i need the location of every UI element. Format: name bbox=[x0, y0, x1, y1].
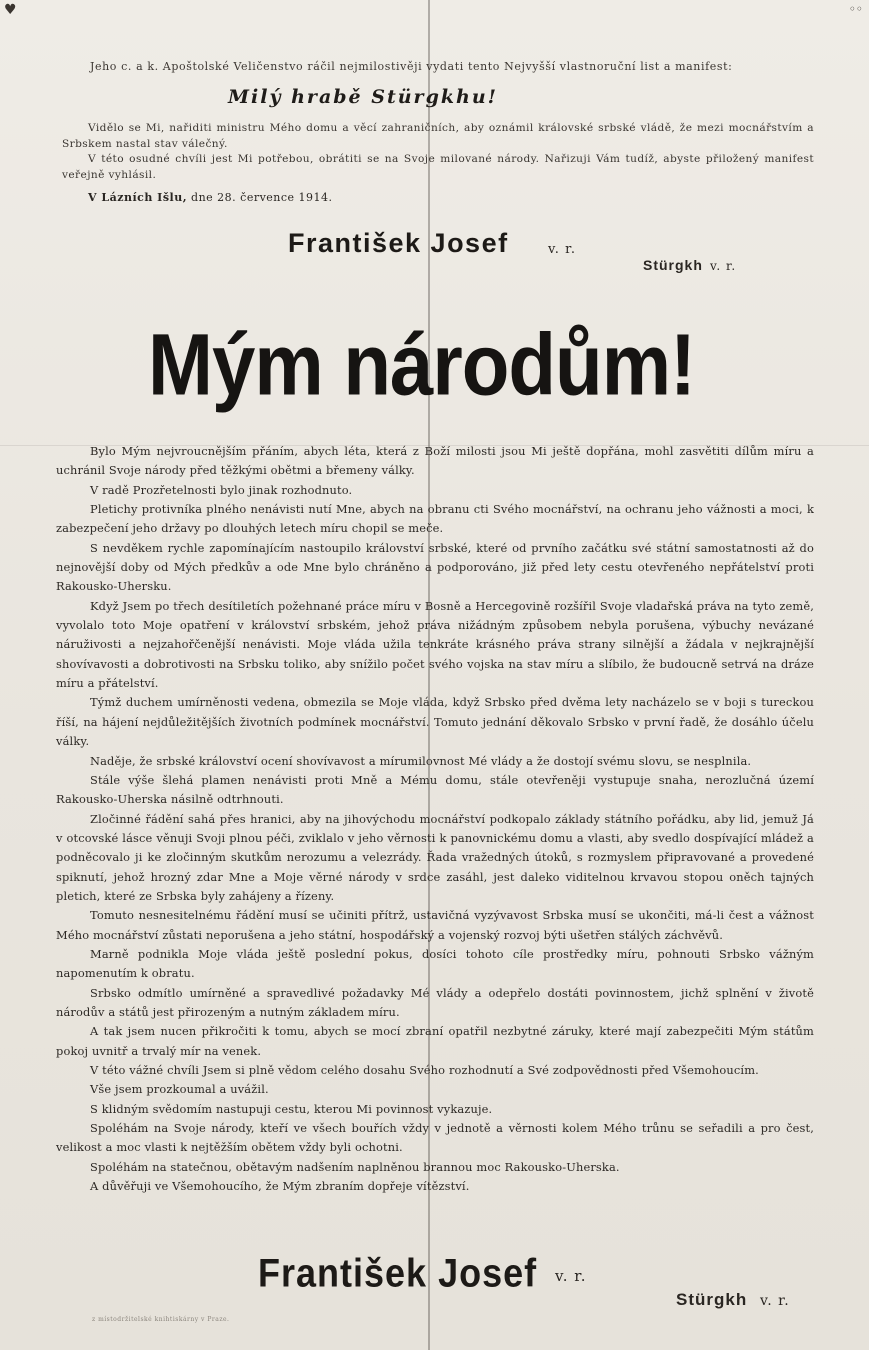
manifesto-paragraph: Vše jsem prozkoumal a uvážil. bbox=[90, 1082, 269, 1097]
manifesto-paragraph: Naděje, že srbské království ocení shovívavost a mírumilovnost Mé vlády a že dostojí svému slovu, se nesplnila. bbox=[90, 753, 752, 768]
manifesto-paragraph: Srbsko odmítlo umírněné a spravedlivé požadavky Mé vlády a odepřelo dostáti povinnostem, jichž splnění v životě národův a států jest přirozeným a nutným základem míru. bbox=[56, 985, 814, 1019]
manifesto-paragraph: Týmž duchem umírněnosti vedena, obmezila se Moje vláda, když Srbsko před dvěma lety nacházelo se v boji s tureckou říší, na hájení nejdůležitějších životních podmínek mocnářství. Tomuto jednání děkovalo Srbsko v první řadě, že dosáhlo účelu války. bbox=[56, 695, 814, 749]
countersignature-bottom: Stürgkh bbox=[676, 1290, 748, 1309]
countersignature-vr-top: v. r. bbox=[710, 259, 737, 273]
place-date bbox=[88, 191, 333, 204]
manifesto-paragraph: Pletichy protivníka plného nenávisti nutí Mne, abych na obranu cti Svého mocnářství, na ochranu jeho vážnosti a moci, k zabezpečení jeho državy po dlouhých letech míru chopil se meče. bbox=[56, 502, 814, 536]
manifesto-paragraph: V této vážné chvíli Jsem si plně vědom celého dosahu Svého rozhodnutí a Své zodpovědnosti před Všemohoucím. bbox=[90, 1063, 759, 1077]
manifesto-paragraph: Marně podnikla Moje vláda ještě poslední pokus, dosíci tohoto cíle prostředky míru, pohnouti Srbsko vážným napomenutím k obratu. bbox=[56, 946, 814, 981]
place-date-location: V Lázních Išlu, bbox=[88, 191, 188, 204]
manifesto-paragraph: Zločinné řádění sahá přes hranici, aby na jihovýchodu mocnářství podkopalo základy státního pořádku, aby lid, jemuž Já v otcovské lásce věnuji Svoji plnou péči, zviklalo v jeho věrnosti k panovnickému domu a vlasti, aby svedlo dospívající mládež a podněcovalo ji ke zločinným skutkům nerozumu a velezrády. Řada vražedných útoků, s rozmyslem připravované a provedené spiknutí, jehož hrozný zdar Mne a Moje věrné národy v srdce zasáhl, jest daleko viditelnou krvavou stopou oněch tajných pletich, které ze Srbska byly zahájeny a řízeny. bbox=[56, 811, 814, 903]
manifesto-paragraph: A důvěřuji ve Všemohoucího, že Mým zbraním dopřeje vítězství. bbox=[90, 1179, 470, 1194]
corner-pin-icon: ◦◦ bbox=[848, 2, 863, 16]
signature-vr-top: v. r. bbox=[548, 242, 576, 257]
manifesto-paragraph: Bylo Mým nejvroucnějším přáním, abych léta, která z Boží milosti jsou Mi ještě dopřána, mohl zasvětiti dílům míru a uchránil Svoje národy před těžkými obětmi a břemeny války. bbox=[56, 444, 814, 478]
signature-vr-bottom: v. r. bbox=[555, 1267, 587, 1285]
manifesto-paragraph: V radě Prozřetelnosti bylo jinak rozhodnuto. bbox=[90, 482, 353, 497]
letter-paragraph: Vidělo se Mi, nařiditi ministru Mého domu a věcí zahraničních, aby oznámil královské srbské vládě, že mezi mocnářstvím a Srbskem nastal stav válečný. bbox=[62, 122, 814, 150]
manifesto-paragraph: Spoléhám na Svoje národy, kteří ve všech bouřích vždy v jednotě a věrnosti kolem Mého trůnu se seřadili a pro čest, velikost a moc vlasti k nejtěžším obětem vždy byli ochotni. bbox=[56, 1121, 814, 1155]
place-date-date: dne 28. července 1914. bbox=[191, 191, 333, 204]
emperor-signature-top: František Josef bbox=[288, 228, 509, 258]
printer-note: z místodržitelské knihtiskárny v Praze. bbox=[92, 1316, 230, 1323]
manifesto-paragraph: Tomuto nesnesitelnému řádění musí se učiniti přítrž, ustavičná vyzývavost Srbska musí se ukončiti, má-li čest a vážnost Mého mocnářství zůstati neporušena a jeho státní, hospodářský a vojenský rozvoj býti ušetřen stálých záchvěvů. bbox=[56, 908, 814, 942]
letter-body bbox=[62, 121, 814, 183]
manifesto-paragraph: S klidným svědomím nastupuji cestu, kterou Mi povinnost vykazuje. bbox=[90, 1101, 493, 1116]
manifesto-paragraph: Stále výše šlehá plamen nenávisti proti Mně a Mému domu, stále otevřeněji vystupuje snaha, nerozlučná území Rakousko-Uherska násilně odtrhnouti. bbox=[56, 772, 814, 807]
salutation-heading: Milý hrabě Stürgkhu! bbox=[228, 86, 498, 108]
manifesto-paragraph: A tak jsem nucen přikročiti k tomu, abych se mocí zbraní opatřil nezbytné záruky, které mají zabezpečiti Mým státům pokoj uvnitř a trvalý mír na venek. bbox=[56, 1024, 814, 1058]
manifesto-body bbox=[56, 442, 814, 1196]
preamble: Jeho c. a k. Apoštolské Veličenstvo ráčil nejmilostivěji vydati tento Nejvyšší vlastnoruční list a manifest: bbox=[90, 60, 733, 73]
letter-paragraph: V této osudné chvíli jest Mi potřebou, obrátiti se na Svoje milované národy. Nařizuji Vám tudíž, abyste přiložený manifest veřejně vyhlásil. bbox=[62, 153, 814, 181]
corner-mark-icon: ♥ bbox=[4, 2, 17, 18]
emperor-signature-bottom: František Josef bbox=[258, 1250, 538, 1296]
countersignature-vr-bottom: v. r. bbox=[760, 1293, 790, 1309]
manifesto-paragraph: Spoléhám na statečnou, obětavým nadšením naplněnou brannou moc Rakousko-Uherska. bbox=[90, 1159, 620, 1174]
manifesto-title: Mým národům! bbox=[148, 315, 696, 414]
manifesto-paragraph: S nevděkem rychle zapomínajícím nastoupilo království srbské, které od prvního začátku své státní samostatnosti až do nejnovější doby od Mých předkův a ode Mne bylo chráněno a podporováno, již před lety cestu otevřeného nepřátelství proti Rakousko-Uhersku. bbox=[56, 540, 814, 594]
countersignature-top: Stürgkh bbox=[643, 257, 703, 273]
manifesto-paragraph: Když Jsem po třech desítiletích požehnané práce míru v Bosně a Hercegovině rozšířil Svoje vladařská práva na tyto země, vyvolalo toto Moje opatření v království srbském, jehož práva nižádným způsobem nebyla porušena, výbuchy nevázané náruživosti a nejzahořčenější nenávisti. Moje vláda užila tenkráte krásného práva strany silnější a žádala v nejkrajnější shovívavosti a dobrotivosti na Srbsku toliko, aby snížilo počet svého vojska na stav míru a slíbilo, že budoucně setrvá na dráze míru a přátelství. bbox=[56, 598, 814, 691]
